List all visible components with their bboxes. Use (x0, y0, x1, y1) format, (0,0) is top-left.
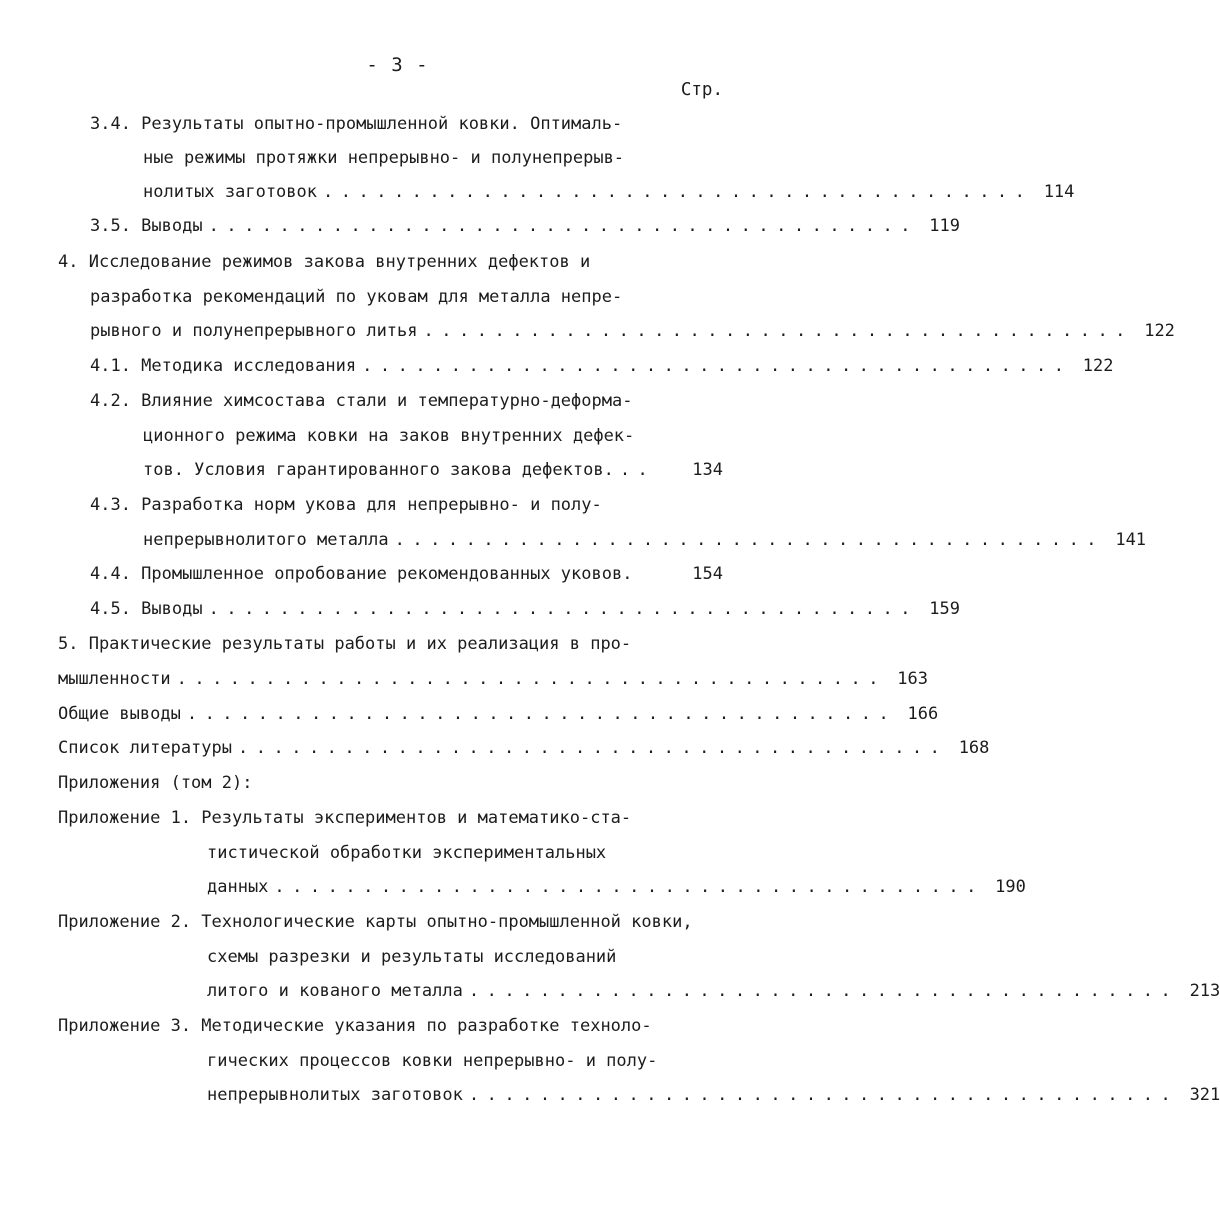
toc-entry-3-5-text: 3.5. Выводы (90, 216, 203, 236)
toc-appendix-2-line-1: Приложение 2. Технологические карты опытно-промышленной ковки, (58, 912, 693, 932)
toc-entry-3-4-page: 114 (1043, 182, 1075, 202)
toc-entry-3-4-line-1: 3.4. Результаты опытно-промышленной ковки. Оптималь- (90, 114, 623, 134)
toc-entry-3-4-text: нолитых заготовок (143, 182, 317, 202)
toc-appendix-2-page: 213 (1189, 981, 1220, 1001)
toc-entry-4-2-line-1: 4.2. Влияние химсостава стали и температурно-деформа- (90, 391, 633, 411)
toc-appendix-1-line-1: Приложение 1. Результаты экспериментов и математико-ста- (58, 808, 632, 828)
toc-entry-references-text: Список литературы (58, 738, 232, 758)
toc-entry-4-4 (90, 562, 723, 586)
toc-entry-4-page: 122 (1144, 321, 1175, 341)
toc-appendix-3-line-2: гических процессов ковки непрерывно- и полу- (207, 1051, 658, 1071)
toc-entry-4-2-page: 134 (692, 460, 723, 480)
toc-entry-4-line-3 (90, 319, 1175, 343)
toc-entry-3-5 (90, 214, 960, 238)
dot-leader: ........................................ (362, 356, 1072, 376)
dot-leader: ........................................ (208, 599, 918, 619)
toc-entry-4-4-page: 154 (692, 564, 723, 584)
toc-entry-4-1-text: 4.1. Методика исследования (90, 356, 357, 376)
toc-appendix-1-line-3 (207, 875, 1026, 899)
toc-entry-3-4-line-3 (143, 180, 1075, 204)
toc-entry-5-line-1: 5. Практические результаты работы и их реализация в про- (58, 634, 632, 654)
dot-leader: ........................................ (423, 321, 1133, 341)
toc-entry-references (58, 736, 990, 760)
toc-entry-4-line-2: разработка рекомендаций по уковам для металла непре- (90, 287, 623, 307)
dot-leader: ........................................ (238, 738, 948, 758)
toc-appendix-1-page: 190 (995, 877, 1026, 897)
dot-leader: ........................................ (274, 877, 984, 897)
toc-entry-4-2-line-2: ционного режима ковки на заков внутренних дефек- (143, 426, 635, 446)
toc-entry-4-2-line-3 (143, 458, 723, 482)
toc-appendix-3-line-3 (207, 1083, 1220, 1107)
toc-entry-4-2-text: тов. Условия гарантированного закова дефектов. (143, 460, 614, 480)
toc-appendix-2-line-3 (207, 979, 1220, 1003)
toc-entry-5-text: мышленности (58, 669, 171, 689)
toc-entry-3-5-page: 119 (929, 216, 960, 236)
dot-leader: ........................................ (468, 981, 1179, 1001)
toc-entry-4-3-text: непрерывнолитого металла (143, 530, 389, 550)
dot-leader: .. (619, 460, 656, 480)
toc-appendices-heading: Приложения (том 2): (58, 773, 253, 793)
toc-entry-4-3-page: 141 (1115, 530, 1147, 550)
toc-entry-4-5-page: 159 (929, 599, 960, 619)
dot-leader: ........................................ (394, 530, 1105, 550)
toc-appendix-3-line-1: Приложение 3. Методические указания по разработке техноло- (58, 1016, 652, 1036)
toc-appendix-3-page: 321 (1189, 1085, 1220, 1105)
toc-entry-4-text: рывного и полунепрерывного литья (90, 321, 418, 341)
dot-leader: ........................................ (176, 669, 886, 689)
toc-entry-conclusions-page: 166 (907, 704, 939, 724)
toc-entry-3-4-line-2: ные режимы протяжки непрерывно- и полунепрерыв- (143, 148, 625, 168)
toc-entry-conclusions (58, 702, 939, 726)
toc-entry-4-5 (90, 597, 960, 621)
toc-entry-5-page: 163 (897, 669, 928, 689)
dot-leader: ........................................ (323, 182, 1033, 202)
toc-appendix-3-text: непрерывнолитых заготовок (207, 1085, 463, 1105)
toc-entry-4-line-1: 4. Исследование режимов закова внутренних дефектов и (58, 252, 591, 272)
dot-leader: ........................................ (208, 216, 918, 236)
toc-appendix-1-line-2: тистической обработки экспериментальных (207, 843, 607, 863)
toc-entry-4-4-text: 4.4. Промышленное опробование рекомендованных уковов. (90, 564, 633, 584)
dot-leader: ........................................ (186, 704, 897, 724)
toc-entry-references-page: 168 (958, 738, 990, 758)
toc-entry-conclusions-text: Общие выводы (58, 704, 181, 724)
toc-entry-5-line-2 (58, 667, 928, 691)
toc-entry-4-1-page: 122 (1082, 356, 1114, 376)
toc-entry-4-1 (90, 354, 1114, 378)
page-column-label: Стр. (680, 80, 723, 100)
toc-appendix-2-line-2: схемы разрезки и результаты исследований (207, 947, 617, 967)
toc-entry-4-3-line-1: 4.3. Разработка норм укова для непрерывно- и полу- (90, 495, 602, 515)
toc-entry-4-5-text: 4.5. Выводы (90, 599, 203, 619)
toc-appendix-2-text: литого и кованого металла (207, 981, 463, 1001)
page-number: - 3 - (366, 54, 429, 76)
toc-appendix-1-text: данных (207, 877, 269, 897)
toc-entry-4-3-line-2 (143, 528, 1147, 552)
dot-leader: ........................................ (468, 1085, 1179, 1105)
